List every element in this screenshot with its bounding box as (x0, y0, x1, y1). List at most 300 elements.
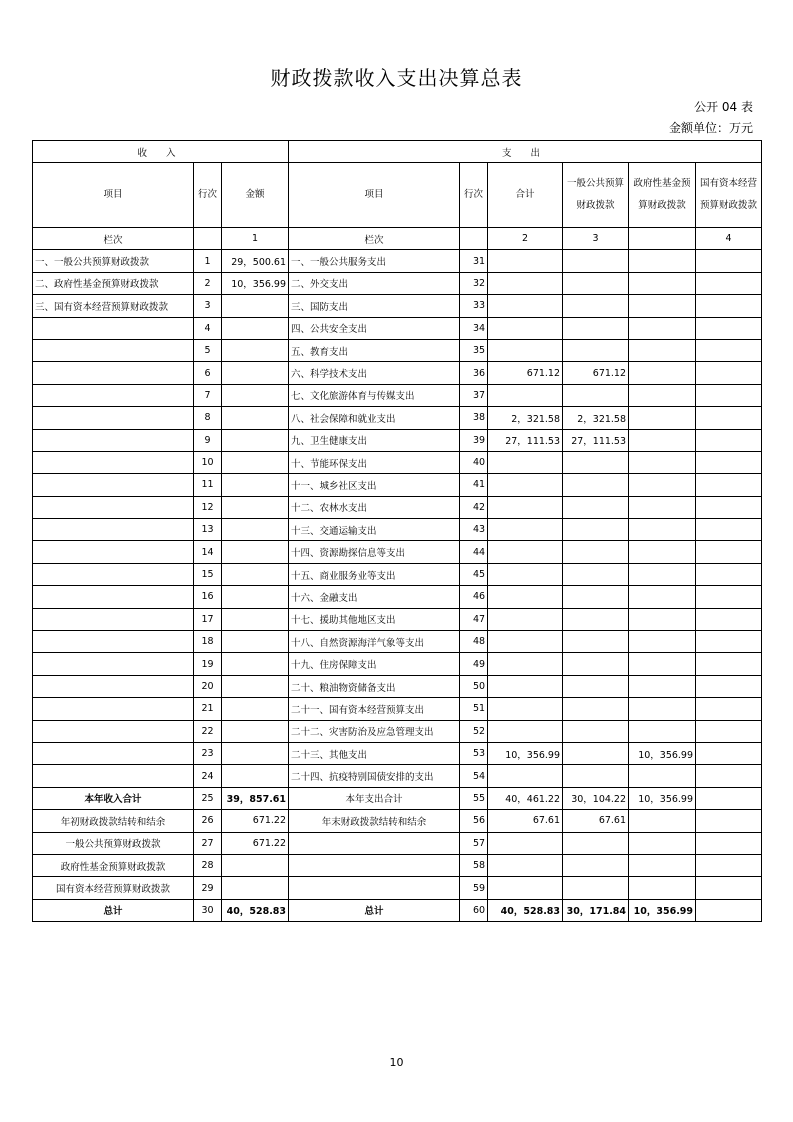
income-amount (222, 653, 289, 675)
income-row-no: 6 (194, 362, 222, 384)
income-rowno-header: 行次 (194, 163, 222, 228)
income-item (33, 720, 194, 742)
expense-row-no: 31 (460, 250, 488, 272)
expense-state-capital (696, 250, 762, 272)
income-amount (222, 451, 289, 473)
expense-total (488, 474, 563, 496)
income-item (33, 698, 194, 720)
expense-row-no: 57 (460, 832, 488, 854)
income-amount (222, 877, 289, 899)
expense-item: 二、外交支出 (289, 272, 460, 294)
income-item: 本年收入合计 (33, 787, 194, 809)
table-row (33, 474, 762, 496)
unit-label: 金额单位：万元 (668, 121, 753, 135)
expense-state-capital (696, 474, 762, 496)
income-row-no: 4 (194, 317, 222, 339)
expense-row-no: 45 (460, 563, 488, 585)
table-row (33, 563, 762, 585)
expense-general (563, 742, 629, 764)
table-row (33, 810, 762, 832)
expense-gov-fund (629, 407, 696, 429)
expense-gov-fund (629, 832, 696, 854)
expense-gov-fund (629, 339, 696, 361)
expense-item: 十九、住房保障支出 (289, 653, 460, 675)
gov-fund-header: 政府性基金预算财政拨款 (629, 163, 696, 228)
expense-row-no: 47 (460, 608, 488, 630)
expense-general (563, 832, 629, 854)
expense-row-no: 32 (460, 272, 488, 294)
expense-row-no: 58 (460, 854, 488, 876)
expense-gov-fund (629, 519, 696, 541)
expense-general (563, 877, 629, 899)
income-row-no: 22 (194, 720, 222, 742)
income-item (33, 519, 194, 541)
income-item (33, 541, 194, 563)
table-row (33, 854, 762, 876)
table-row (33, 586, 762, 608)
income-row-no: 18 (194, 631, 222, 653)
table-row (33, 608, 762, 630)
expense-item-header: 项目 (289, 163, 460, 228)
income-item (33, 384, 194, 406)
income-amount (222, 295, 289, 317)
table-row (33, 899, 762, 921)
expense-state-capital (696, 899, 762, 921)
expense-item: 年末财政拨款结转和结余 (289, 810, 460, 832)
table-row (33, 384, 762, 406)
expense-item: 十五、商业服务业等支出 (289, 563, 460, 585)
expense-total (488, 586, 563, 608)
expense-state-capital (696, 519, 762, 541)
expense-general (563, 317, 629, 339)
income-item: 三、国有资本经营预算财政拨款 (33, 295, 194, 317)
income-row-no: 10 (194, 451, 222, 473)
expense-general (563, 384, 629, 406)
expense-general (563, 608, 629, 630)
income-item (33, 563, 194, 585)
expense-row-no: 55 (460, 787, 488, 809)
expense-item: 总计 (289, 899, 460, 921)
expense-row-no: 35 (460, 339, 488, 361)
table-row (33, 519, 762, 541)
expense-gov-fund (629, 608, 696, 630)
expense-general (563, 720, 629, 742)
expense-gov-fund: 10，356.99 (629, 787, 696, 809)
expense-total: 10，356.99 (488, 742, 563, 764)
income-amount (222, 429, 289, 451)
expense-state-capital (696, 451, 762, 473)
expense-row-no: 54 (460, 765, 488, 787)
expense-row-no: 56 (460, 810, 488, 832)
income-row-no: 25 (194, 787, 222, 809)
expense-state-capital (696, 877, 762, 899)
general-budget-header: 一般公共预算财政拨款 (563, 163, 629, 228)
expense-general (563, 250, 629, 272)
expense-item: 五、教育支出 (289, 339, 460, 361)
expense-gov-fund (629, 765, 696, 787)
expense-gov-fund (629, 362, 696, 384)
income-item (33, 496, 194, 518)
expense-item: 六、科学技术支出 (289, 362, 460, 384)
expense-state-capital (696, 832, 762, 854)
expense-total (488, 272, 563, 294)
income-row-no: 29 (194, 877, 222, 899)
income-amount (222, 563, 289, 585)
expense-state-capital (696, 631, 762, 653)
expense-gov-fund: 10，356.99 (629, 742, 696, 764)
expense-total (488, 451, 563, 473)
expense-gov-fund (629, 877, 696, 899)
income-row-no: 15 (194, 563, 222, 585)
expense-item: 八、社会保障和就业支出 (289, 407, 460, 429)
expense-total (488, 832, 563, 854)
expense-row-no: 42 (460, 496, 488, 518)
table-row (33, 653, 762, 675)
budget-table (32, 140, 762, 922)
expense-general: 67.61 (563, 810, 629, 832)
col-index-2: 2 (488, 228, 563, 250)
income-amount (222, 720, 289, 742)
table-row (33, 631, 762, 653)
income-amount (222, 631, 289, 653)
expense-general: 2，321.58 (563, 407, 629, 429)
expense-row-no: 37 (460, 384, 488, 406)
col-index-blank (460, 228, 488, 250)
expense-item: 一、一般公共服务支出 (289, 250, 460, 272)
page-number: 10 (389, 1056, 404, 1069)
expense-gov-fund (629, 563, 696, 585)
table-row (33, 317, 762, 339)
expense-row-no: 48 (460, 631, 488, 653)
expense-item: 二十四、抗疫特别国债安排的支出 (289, 765, 460, 787)
column-header-row (33, 163, 762, 228)
income-item (33, 339, 194, 361)
expense-general (563, 854, 629, 876)
income-amount (222, 474, 289, 496)
income-amount: 671.22 (222, 832, 289, 854)
expense-general (563, 675, 629, 697)
expense-state-capital (696, 362, 762, 384)
income-row-no: 28 (194, 854, 222, 876)
expense-general (563, 474, 629, 496)
expense-general (563, 519, 629, 541)
expense-general: 671.12 (563, 362, 629, 384)
expense-gov-fund (629, 429, 696, 451)
income-row-no: 21 (194, 698, 222, 720)
expense-item: 二十三、其他支出 (289, 742, 460, 764)
income-amount (222, 765, 289, 787)
expense-general (563, 586, 629, 608)
expense-state-capital (696, 653, 762, 675)
table-row (33, 451, 762, 473)
expense-state-capital (696, 586, 762, 608)
expense-item (289, 832, 460, 854)
expense-state-capital (696, 698, 762, 720)
income-row-no: 30 (194, 899, 222, 921)
expense-item: 二十、粮油物资储备支出 (289, 675, 460, 697)
expense-gov-fund (629, 496, 696, 518)
income-item (33, 742, 194, 764)
expense-row-no: 40 (460, 451, 488, 473)
income-amount (222, 541, 289, 563)
expense-general (563, 631, 629, 653)
income-item: 一、一般公共预算财政拨款 (33, 250, 194, 272)
income-item: 年初财政拨款结转和结余 (33, 810, 194, 832)
expense-total (488, 698, 563, 720)
expense-gov-fund (629, 250, 696, 272)
expense-item: 十八、自然资源海洋气象等支出 (289, 631, 460, 653)
expense-row-no: 36 (460, 362, 488, 384)
expense-item: 十四、资源勘探信息等支出 (289, 541, 460, 563)
expense-total: 67.61 (488, 810, 563, 832)
expense-total (488, 384, 563, 406)
expense-gov-fund (629, 631, 696, 653)
income-item (33, 429, 194, 451)
expense-rowno-header: 行次 (460, 163, 488, 228)
expense-gov-fund (629, 698, 696, 720)
expense-state-capital (696, 496, 762, 518)
form-number: 公开 04 表 (694, 100, 753, 114)
income-row-no: 3 (194, 295, 222, 317)
income-item (33, 631, 194, 653)
expense-general (563, 295, 629, 317)
expense-total: 671.12 (488, 362, 563, 384)
expense-row-no: 39 (460, 429, 488, 451)
expense-item: 七、文化旅游体育与传媒支出 (289, 384, 460, 406)
income-row-no: 20 (194, 675, 222, 697)
table-row (33, 339, 762, 361)
expense-total: 40，528.83 (488, 899, 563, 921)
expense-item: 四、公共安全支出 (289, 317, 460, 339)
table-row (33, 832, 762, 854)
expense-total: 40，461.22 (488, 787, 563, 809)
expense-state-capital (696, 339, 762, 361)
col-index-3: 3 (563, 228, 629, 250)
expense-item: 三、国防支出 (289, 295, 460, 317)
expense-item: 二十一、国有资本经营预算支出 (289, 698, 460, 720)
expense-total (488, 563, 563, 585)
income-row-no: 1 (194, 250, 222, 272)
income-amount (222, 317, 289, 339)
expense-item (289, 854, 460, 876)
expense-gov-fund: 10，356.99 (629, 899, 696, 921)
income-row-no: 13 (194, 519, 222, 541)
income-row-no: 11 (194, 474, 222, 496)
expense-state-capital (696, 787, 762, 809)
col-index-blank (629, 228, 696, 250)
expense-state-capital (696, 742, 762, 764)
expense-gov-fund (629, 675, 696, 697)
table-row (33, 295, 762, 317)
income-row-no: 8 (194, 407, 222, 429)
income-amount: 39，857.61 (222, 787, 289, 809)
expense-total (488, 765, 563, 787)
expense-row-no: 43 (460, 519, 488, 541)
expense-general (563, 563, 629, 585)
income-amount: 40，528.83 (222, 899, 289, 921)
expense-section: 支 出 (289, 141, 762, 163)
expense-total (488, 675, 563, 697)
table-row (33, 765, 762, 787)
expense-general (563, 698, 629, 720)
expense-row-no: 33 (460, 295, 488, 317)
income-row-no: 24 (194, 765, 222, 787)
expense-total (488, 720, 563, 742)
table-row (33, 272, 762, 294)
expense-state-capital (696, 810, 762, 832)
income-row-no: 2 (194, 272, 222, 294)
table-row (33, 675, 762, 697)
expense-row-no: 41 (460, 474, 488, 496)
table-row (33, 362, 762, 384)
income-item (33, 451, 194, 473)
income-amount-header: 金额 (222, 163, 289, 228)
expense-gov-fund (629, 854, 696, 876)
expense-item: 二十二、灾害防治及应急管理支出 (289, 720, 460, 742)
expense-total: 2，321.58 (488, 407, 563, 429)
expense-state-capital (696, 541, 762, 563)
expense-row-no: 44 (460, 541, 488, 563)
expense-row-no: 38 (460, 407, 488, 429)
col-index-label: 栏次 (33, 228, 194, 250)
income-item (33, 407, 194, 429)
column-index-row (33, 228, 762, 250)
table-row (33, 407, 762, 429)
expense-item: 本年支出合计 (289, 787, 460, 809)
expense-total (488, 519, 563, 541)
expense-general (563, 339, 629, 361)
income-amount (222, 608, 289, 630)
expense-state-capital (696, 563, 762, 585)
expense-total (488, 295, 563, 317)
expense-state-capital (696, 407, 762, 429)
expense-gov-fund (629, 384, 696, 406)
expense-item: 十七、援助其他地区支出 (289, 608, 460, 630)
income-item (33, 474, 194, 496)
expense-total (488, 541, 563, 563)
income-item: 政府性基金预算财政拨款 (33, 854, 194, 876)
table-row (33, 429, 762, 451)
income-amount (222, 519, 289, 541)
expense-state-capital (696, 765, 762, 787)
expense-general: 27，111.53 (563, 429, 629, 451)
expense-gov-fund (629, 586, 696, 608)
expense-item: 十一、城乡社区支出 (289, 474, 460, 496)
income-row-no: 5 (194, 339, 222, 361)
expense-state-capital (696, 429, 762, 451)
expense-total (488, 496, 563, 518)
income-amount (222, 698, 289, 720)
expense-item: 十二、农林水支出 (289, 496, 460, 518)
income-item (33, 586, 194, 608)
expense-state-capital (696, 675, 762, 697)
table-row (33, 250, 762, 272)
income-amount (222, 496, 289, 518)
expense-item: 九、卫生健康支出 (289, 429, 460, 451)
income-row-no: 12 (194, 496, 222, 518)
report-title: 财政拨款收入支出决算总表 (270, 66, 523, 90)
income-amount (222, 675, 289, 697)
expense-state-capital (696, 608, 762, 630)
expense-total (488, 631, 563, 653)
expense-row-no: 59 (460, 877, 488, 899)
expense-state-capital (696, 854, 762, 876)
expense-row-no: 51 (460, 698, 488, 720)
income-item: 一般公共预算财政拨款 (33, 832, 194, 854)
income-row-no: 17 (194, 608, 222, 630)
expense-total (488, 653, 563, 675)
col-index-blank (194, 228, 222, 250)
expense-gov-fund (629, 810, 696, 832)
expense-total (488, 339, 563, 361)
expense-gov-fund (629, 451, 696, 473)
expense-state-capital (696, 295, 762, 317)
expense-total (488, 250, 563, 272)
expense-row-no: 46 (460, 586, 488, 608)
income-item: 总计 (33, 899, 194, 921)
expense-row-no: 52 (460, 720, 488, 742)
expense-general (563, 451, 629, 473)
expense-item (289, 877, 460, 899)
income-section: 收 入 (33, 141, 289, 163)
table-row (33, 698, 762, 720)
expense-state-capital (696, 272, 762, 294)
total-header: 合计 (488, 163, 563, 228)
section-header-row (33, 141, 762, 163)
expense-item: 十六、金融支出 (289, 586, 460, 608)
table-row (33, 787, 762, 809)
income-row-no: 7 (194, 384, 222, 406)
income-amount: 671.22 (222, 810, 289, 832)
table-row (33, 541, 762, 563)
expense-total (488, 877, 563, 899)
expense-state-capital (696, 384, 762, 406)
expense-general: 30，171.84 (563, 899, 629, 921)
income-amount (222, 407, 289, 429)
expense-row-no: 50 (460, 675, 488, 697)
table-row (33, 742, 762, 764)
expense-gov-fund (629, 720, 696, 742)
expense-general (563, 653, 629, 675)
income-item (33, 765, 194, 787)
expense-gov-fund (629, 272, 696, 294)
expense-gov-fund (629, 295, 696, 317)
table-row (33, 877, 762, 899)
table-row (33, 720, 762, 742)
expense-row-no: 60 (460, 899, 488, 921)
income-item (33, 317, 194, 339)
income-row-no: 16 (194, 586, 222, 608)
income-amount: 29，500.61 (222, 250, 289, 272)
income-amount (222, 339, 289, 361)
expense-general (563, 541, 629, 563)
expense-total (488, 317, 563, 339)
table-row (33, 496, 762, 518)
income-row-no: 14 (194, 541, 222, 563)
income-amount (222, 854, 289, 876)
expense-general: 30，104.22 (563, 787, 629, 809)
income-item: 国有资本经营预算财政拨款 (33, 877, 194, 899)
expense-gov-fund (629, 653, 696, 675)
state-capital-header: 国有资本经营预算财政拨款 (696, 163, 762, 228)
expense-item: 十三、交通运输支出 (289, 519, 460, 541)
col-index-4: 4 (696, 228, 762, 250)
col-index-1: 1 (222, 228, 289, 250)
expense-state-capital (696, 720, 762, 742)
expense-total (488, 608, 563, 630)
expense-general (563, 496, 629, 518)
income-amount (222, 384, 289, 406)
